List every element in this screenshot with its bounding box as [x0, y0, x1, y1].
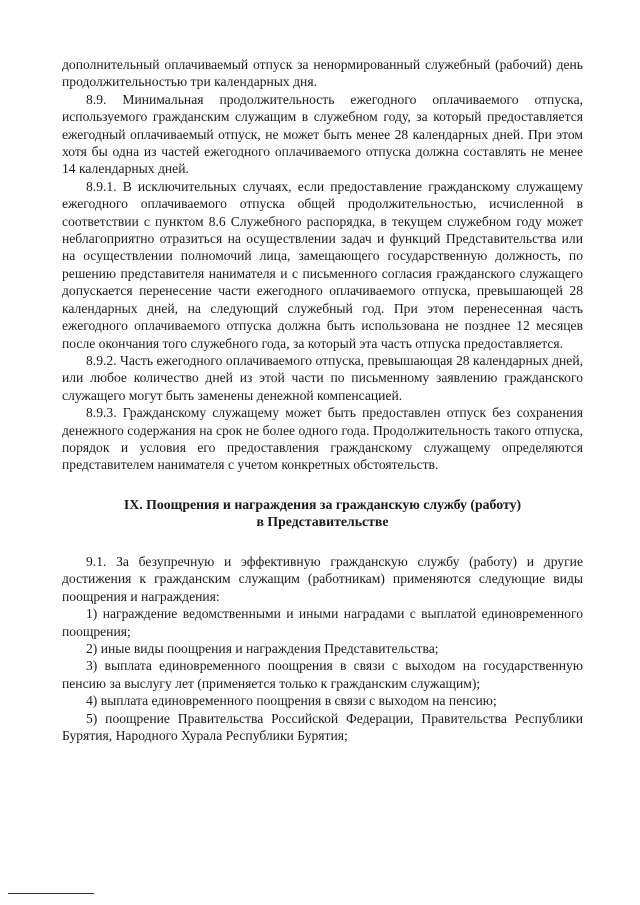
section-heading-line-1: IX. Поощрения и награждения за гражданскую службу (работу): [123, 496, 522, 512]
section-heading-line-2: в Представительстве: [256, 514, 389, 530]
list-item-1: 1) награждение ведомственными и иными наградами с выплатой единовременного поощрения;: [62, 606, 583, 639]
document-page: [62, 56, 583, 744]
list-item-5: 5) поощрение Правительства Российской Федерации, Правительства Республики Бурятия, Народного Хурала Республики Бурятия;: [62, 710, 583, 743]
paragraph-continuation: дополнительный оплачиваемый отпуск за ненормированный служебный (рабочий) день продолжительностью три календарных дня.: [62, 57, 583, 90]
section-heading: [62, 496, 583, 531]
list-item-4: 4) выплата единовременного поощрения в связи с выходом на пенсию;: [86, 693, 497, 709]
paragraph-8-9-1: 8.9.1. В исключительных случаях, если предоставление гражданскому служащему ежегодного оплачиваемого отпуска общей продолжительностью, исчисленной в соответствии с пунктом 8.6 Служебного распорядка, в текущем служебном году может неблагоприятно отразиться на осуществлении задач и функций Представительства или на осуществлении полномочий лица, замещающего государственную должность, по решению представителя нанимателя и с письменного согласия гражданского служащего допускается перенесение части ежегодного оплачиваемого отпуска, превышающей 28 календарных дней, на следующий служебный год. При этом перенесенная часть ежегодного оплачиваемого отпуска должна быть использована не позднее 12 месяцев после окончания того служебного года, за который эта часть отпуска предоставляется.: [62, 178, 583, 351]
list-item-2: 2) иные виды поощрения и награждения Представительства;: [86, 640, 439, 656]
paragraph-8-9: 8.9. Минимальная продолжительность ежегодного оплачиваемого отпуска, используемого гражданским служащим в служебном году, за который предоставляется ежегодный оплачиваемый отпуск, не может быть менее 28 календарных дней. При этом хотя бы одна из частей ежегодного оплачиваемого отпуска должна составлять не менее 14 календарных дней.: [62, 91, 583, 177]
paragraph-9-1: 9.1. За безупречную и эффективную гражданскую службу (работу) и другие достижения к гражданским служащим (работникам) применяются следующие виды поощрения и награждения:: [62, 553, 583, 604]
footnote-separator-line: [8, 893, 94, 894]
paragraph-8-9-2: 8.9.2. Часть ежегодного оплачиваемого отпуска, превышающая 28 календарных дней, или любое количество дней из этой части по письменному заявлению гражданского служащего могут быть заменены денежной компенсацией.: [62, 352, 583, 403]
list-item-3: 3) выплата единовременного поощрения в связи с выходом на государственную пенсию за выслугу лет (применяется только к гражданским служащим);: [62, 658, 583, 691]
paragraph-8-9-3: 8.9.3. Гражданскому служащему может быть предоставлен отпуск без сохранения денежного содержания на срок не более одного года. Продолжительность такого отпуска, порядок и условия его предоставления гражданскому служащему определяются представителем нанимателя с учетом конкретных обстоятельств.: [62, 405, 583, 473]
